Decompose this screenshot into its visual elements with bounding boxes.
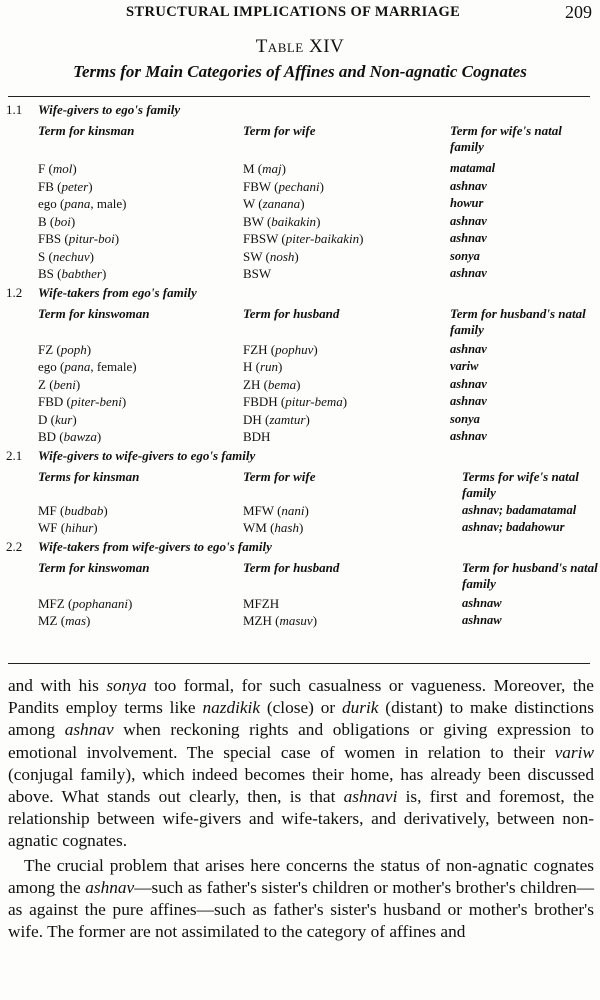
column-headers: [0, 466, 600, 502]
kin-term: baikakin: [271, 213, 317, 229]
table-section: [0, 283, 600, 446]
kin-term: nani: [281, 502, 305, 518]
column-header: Term for kinswoman: [38, 305, 150, 321]
table-cell: F (mol): [38, 161, 77, 176]
section-number: 2.1: [6, 447, 23, 463]
table-cell: MFZH: [243, 595, 280, 611]
kin-term: zamtur: [269, 411, 306, 427]
table-row: [0, 612, 600, 630]
section-label: Wife-takers from wife-givers to ego's family: [38, 538, 272, 554]
kin-term: kur: [54, 411, 73, 427]
section-label: Wife-givers to wife-givers to ego's family: [38, 447, 256, 463]
table-cell: ashnav: [450, 376, 487, 391]
kin-term: babther: [61, 266, 102, 281]
kin-term: hihur: [65, 520, 94, 535]
paragraph: The crucial problem that arises here concerns the status of non-agnatic cognates among the ashnav—such as father's sister's children or mother's brother's children—as against the pure affines—such as father's sister's husband or mother's brother's wife. The former are not assimilated to the category of affines and: [8, 855, 595, 942]
table-row: [0, 428, 600, 446]
table-cell: ashnav: [450, 394, 487, 408]
table-row: [0, 519, 600, 537]
kin-term: masuv: [279, 613, 313, 628]
table-cell: ashnav; badamatamal: [462, 502, 577, 517]
column-headers: [0, 303, 600, 341]
table-cell: H (run): [243, 359, 283, 374]
table-cell: MZ (mas): [38, 613, 91, 628]
kin-term: budbab: [64, 502, 104, 518]
kin-term: pana: [64, 196, 91, 211]
table-cell: SW (nosh): [243, 248, 299, 264]
table-section: [0, 100, 600, 283]
table-cell: variw: [450, 359, 479, 373]
kin-term: zanana: [262, 196, 301, 211]
table-cell: ZH (bema): [243, 376, 301, 392]
section-heading: [0, 100, 600, 120]
table-row: [0, 230, 600, 248]
table-caption: [0, 36, 600, 82]
kin-term: boi: [54, 213, 71, 229]
column-header: Term for husband's natal family: [450, 305, 586, 337]
table-cell: FBDH (pitur-bema): [243, 394, 348, 409]
section-number: 2.2: [6, 538, 23, 554]
paragraph: and with his sonya too formal, for such casualness or vagueness. Moreover, the Pandits employ terms like nazdikik (close) or durik (distant) to make distinctions among ashnav when reckoning rights and obligations or giving expression to emotional involvement. The special case of women in relation to their variw (conjugal family), which indeed becomes their home, has already been discussed above. What stands out clearly, then, is that ashnavi is, first and foremost, the relationship between wife-givers and wife-takers, and derivatively, between non-agnatic cognates.: [8, 676, 595, 851]
table-label: Table XIV: [255, 36, 345, 57]
table-cell: B (boi): [38, 213, 76, 229]
kin-term: maj: [262, 161, 282, 176]
table-row: [0, 178, 600, 196]
column-header: Term for husband: [243, 559, 340, 575]
table-cell: DH (zamtur): [243, 411, 310, 427]
table-row: [0, 195, 600, 213]
table-row: [0, 393, 600, 411]
table-cell: FBS (pitur-boi): [38, 231, 120, 246]
table-cell: ashnaw: [462, 613, 502, 627]
table-cell: ashnav: [450, 341, 487, 356]
kin-term: pophuv: [275, 341, 314, 357]
table-section: [0, 446, 600, 537]
table-row: [0, 265, 600, 283]
table-cell: ashnav: [450, 266, 487, 280]
table-row: [0, 248, 600, 266]
table-cell: matamal: [450, 161, 496, 175]
table-cell: BS (babther): [38, 266, 107, 281]
table-cell: ashnaw: [462, 595, 502, 610]
kin-term: bema: [267, 376, 297, 392]
column-header: Term for wife: [243, 468, 316, 484]
table-cell: M (maj): [243, 161, 286, 176]
table-row: [0, 502, 600, 520]
section-heading: [0, 283, 600, 303]
table-title: Terms for Main Categories of Affines and Non-agnatic Cognates: [73, 62, 527, 81]
section-number: 1.2: [6, 284, 23, 300]
kin-term: mas: [65, 613, 87, 628]
running-title: STRUCTURAL IMPLICATIONS OF MARRIAGE: [126, 4, 461, 20]
table-row: [0, 358, 600, 376]
table-cell: ashnav; badahowur: [462, 520, 565, 534]
table-cell: ashnav: [450, 178, 487, 193]
kin-term: nosh: [269, 248, 295, 264]
kin-term: pophanani: [72, 595, 128, 611]
table-cell: WF (hihur): [38, 520, 98, 535]
table-cell: FBD (piter-beni): [38, 394, 127, 409]
table-bottom-rule: [8, 663, 590, 664]
kin-term: beni: [53, 376, 76, 392]
table-row: [0, 595, 600, 613]
kin-term: piter-baikakin: [285, 231, 360, 246]
table-cell: BW (baikakin): [243, 213, 321, 229]
column-header: Term for wife: [243, 123, 316, 138]
table-cell: WM (hash): [243, 520, 304, 535]
section-number: 1.1: [6, 102, 23, 117]
section-heading: [0, 446, 600, 466]
table-row: [0, 411, 600, 429]
table-cell: S (nechuv): [38, 248, 94, 264]
table-row: [0, 376, 600, 394]
column-header: Term for husband: [243, 305, 340, 321]
table-cell: FZ (poph): [38, 341, 92, 357]
table-cell: MFZ (pophanani): [38, 595, 133, 611]
kin-term: pitur-boi: [68, 231, 115, 246]
column-header: Term for kinsman: [38, 123, 135, 138]
kin-term: bawza: [63, 429, 97, 444]
table-cell: FZH (pophuv): [243, 341, 318, 357]
table-cell: sonya: [450, 248, 480, 263]
kin-term: pechani: [278, 178, 320, 194]
section-heading: [0, 537, 600, 557]
running-head: [8, 2, 598, 28]
kin-term: pana: [64, 359, 91, 374]
table-cell: ego (pana, male): [38, 196, 127, 211]
table-cell: BDH: [243, 429, 271, 444]
table-cell: ashnav: [450, 213, 487, 228]
table-cell: ashnav: [450, 231, 487, 245]
table-cell: MFW (nani): [243, 502, 309, 518]
column-headers: [0, 120, 600, 160]
table-section: [0, 537, 600, 630]
table-cell: BSW: [243, 266, 272, 281]
page-number: 209: [565, 2, 592, 22]
section-label: Wife-givers to ego's family: [38, 102, 181, 117]
kin-term: hash: [274, 520, 299, 535]
table-top-rule: [8, 96, 590, 97]
table-cell: ashnav: [450, 429, 487, 443]
table-cell: D (kur): [38, 411, 77, 427]
column-header: Term for wife's natal family: [450, 123, 562, 154]
table-cell: FBSW (piter-baikakin): [243, 231, 364, 246]
column-header: Terms for kinsman: [38, 468, 140, 484]
kin-term: nechuv: [52, 248, 90, 264]
table-cell: FBW (pechani): [243, 178, 325, 194]
body-text: [8, 675, 594, 943]
table-cell: FB (peter): [38, 178, 93, 194]
column-header: Term for husband's natal family: [462, 559, 598, 591]
kinship-table: [0, 100, 600, 660]
column-header: Terms for wife's natal family: [462, 468, 579, 500]
kin-term: mol: [52, 161, 73, 176]
table-cell: BD (bawza): [38, 429, 102, 444]
table-cell: MZH (masuv): [243, 613, 318, 628]
kin-term: pitur-bema: [285, 394, 343, 409]
table-row: [0, 341, 600, 359]
kin-term: run: [259, 359, 279, 374]
table-row: [0, 160, 600, 178]
table-cell: W (zanana): [243, 196, 305, 211]
column-header: Term for kinswoman: [38, 559, 150, 575]
section-label: Wife-takers from ego's family: [38, 284, 197, 300]
table-cell: howur: [450, 196, 484, 210]
table-cell: sonya: [450, 411, 480, 426]
table-cell: ego (pana, female): [38, 359, 137, 374]
table-cell: MF (budbab): [38, 502, 108, 518]
table-cell: Z (beni): [38, 376, 81, 392]
kin-term: piter-beni: [70, 394, 122, 409]
column-headers: [0, 557, 600, 595]
table-row: [0, 213, 600, 231]
kin-term: peter: [61, 178, 89, 194]
kin-term: poph: [60, 341, 87, 357]
